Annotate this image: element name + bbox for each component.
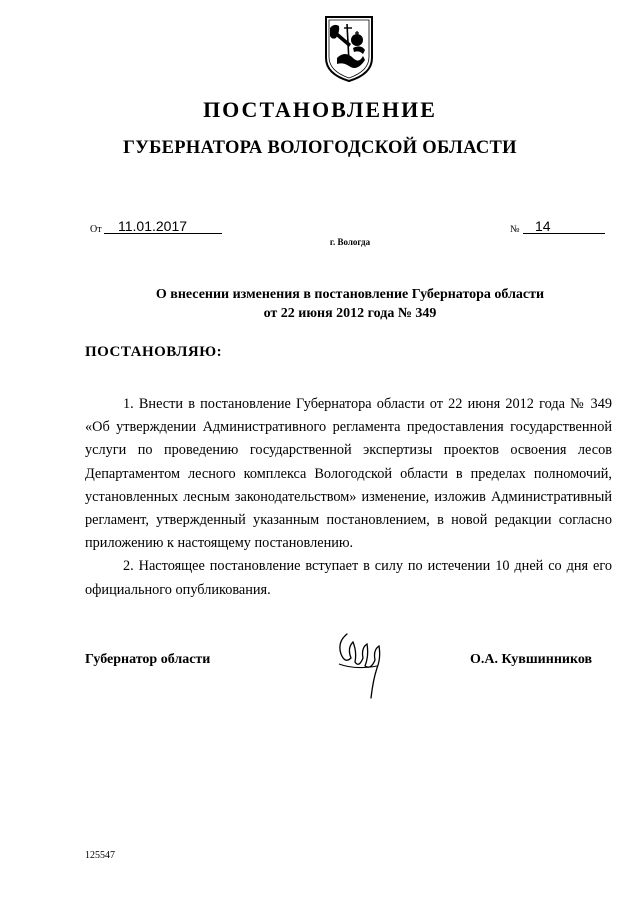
document-number: 14	[523, 218, 605, 234]
issuer-title: ГУБЕРНАТОРА ВОЛОГОДСКОЙ ОБЛАСТИ	[123, 138, 517, 158]
handwritten-signature-icon	[333, 628, 389, 703]
document-type-title: ПОСТАНОВЛЕНИЕ	[203, 97, 437, 122]
paragraph-1: 1. Внести в постановление Губернатора области от 22 июня 2012 года № 349 «Об утверждении Административного регламента предоставления государственной услуги по проведению государственной экспертизы проектов освоения лесов Департаментом лесного комплекса Вологодской области в пределах полномочий, установленных лесным законодательством» изменение, изложив Административный регламент, утвержденный указанным постановлением, в новой редакции согласно приложению к настоящему постановлению.	[85, 396, 612, 552]
document-registry-number: 125547	[85, 850, 115, 861]
document-subject	[100, 285, 600, 323]
date-prefix: От	[90, 224, 102, 235]
decree-heading: ПОСТАНОВЛЯЮ:	[85, 344, 223, 360]
subject-line-2: от 22 июня 2012 года № 349	[263, 306, 437, 321]
signatory-name: О.А. Кувшинников	[470, 652, 593, 667]
document-body	[85, 393, 612, 602]
city-label: г. Вологда	[329, 237, 371, 247]
number-prefix: №	[510, 224, 520, 235]
signatory-title: Губернатор области	[85, 652, 211, 667]
document-date: 11.01.2017	[104, 218, 222, 234]
coat-of-arms-icon	[323, 14, 375, 84]
subject-line-1: О внесении изменения в постановление Губернатора области	[155, 287, 545, 302]
paragraph-2: 2. Настоящее постановление вступает в силу по истечении 10 дней со дня его официального опубликования.	[85, 558, 612, 598]
